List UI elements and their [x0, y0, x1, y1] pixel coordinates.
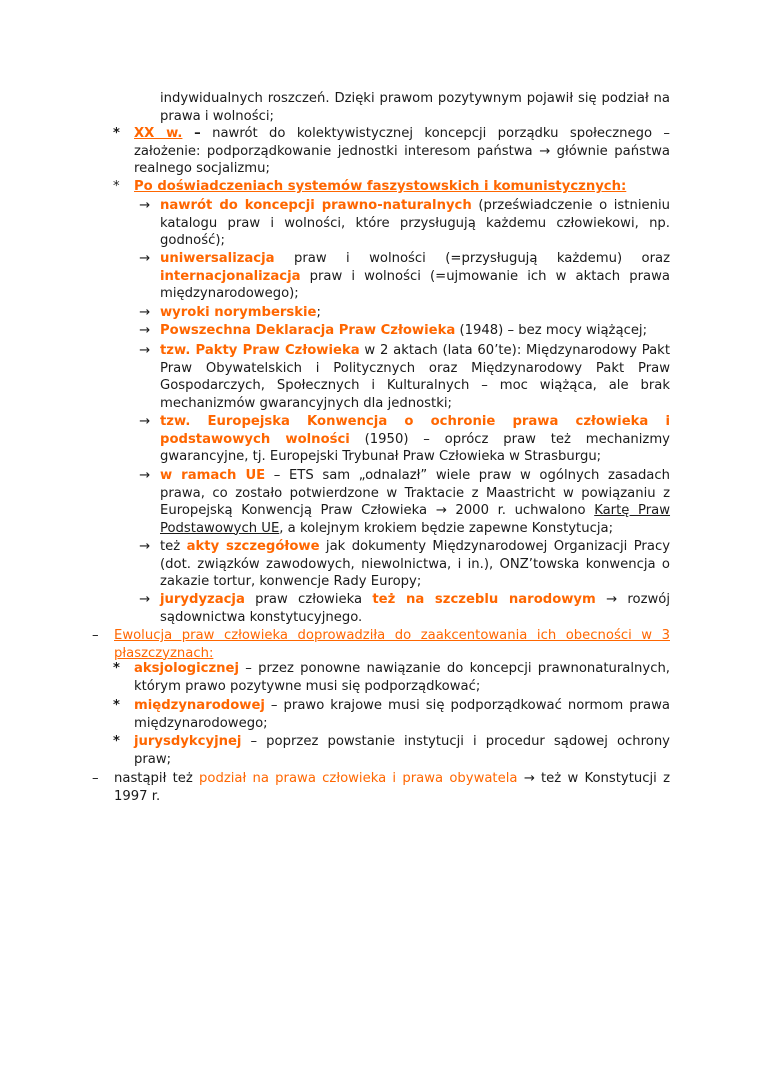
text: – przez ponowne nawiązanie do koncepcji prawnonaturalnych, którym prawo pozytywne musi się podporządkować; — [134, 661, 670, 694]
highlight: jurysdykcyjnej — [134, 734, 242, 749]
highlight: międzynarodowej — [134, 698, 265, 713]
bullet-marker: * — [113, 698, 120, 713]
item-specific-acts — [160, 538, 670, 591]
heading-after-experiences: Po doświadczeniach systemów faszystowskich i komunistycznych: — [134, 179, 627, 194]
text: ; — [316, 305, 321, 320]
arrow-marker: → — [139, 251, 151, 266]
dash: – — [182, 126, 201, 141]
bullet-marker: * — [113, 126, 120, 141]
item-international — [134, 697, 670, 732]
item-universalization — [160, 250, 670, 303]
paragraph-xx-century — [134, 125, 670, 178]
item-european-convention — [160, 413, 670, 466]
arrow-marker: → — [139, 414, 151, 429]
text: w 2 aktach (lata 60’te): Międzynarodowy Pakt Praw Obywatelskich i Politycznych oraz Międzynarodowy Pakt Praw Gospodarczych, Społecznych i Kulturalnych – moc wiążąca, ale brak mechanizmów gwarancyjnych dla jednostki; — [160, 343, 670, 411]
text: nastąpił też — [114, 771, 200, 786]
arrow-marker: → — [139, 539, 151, 554]
paragraph-continuation — [160, 90, 670, 125]
arrow-marker: → — [139, 592, 151, 607]
text: , a kolejnym krokiem będzie zapewne Konstytucja; — [279, 520, 614, 536]
underlined-text: Kartę Praw Podstawowych UE — [160, 503, 671, 536]
arrow-marker: → — [139, 343, 151, 358]
highlight: akty szczegółowe — [186, 539, 320, 554]
paragraph-after-experiences — [134, 178, 670, 196]
dash-marker: – — [92, 771, 99, 786]
text: też — [160, 539, 187, 554]
text: (1950) – oprócz praw też mechanizmy gwarancyjne, tj. Europejski Trybunał Praw Człowieka w Strasburgu; — [160, 431, 670, 465]
text: praw i wolności (=ujmowanie ich w aktach prawa międzynarodowego); — [160, 268, 670, 302]
text: praw człowieka — [244, 592, 373, 607]
bullet-marker: * — [113, 661, 120, 676]
paragraph-division — [114, 770, 670, 805]
arrow-marker: → — [139, 468, 151, 483]
highlight: Powszechna Deklaracja Praw Człowieka — [160, 323, 456, 338]
arrow-marker: → — [139, 323, 151, 338]
highlight: jurydyzacja — [160, 592, 245, 607]
item-jurisdictional — [134, 733, 670, 768]
highlight: tzw. Pakty Praw Człowieka — [160, 343, 360, 358]
highlight: internacjonalizacja — [160, 268, 301, 284]
highlight: wyroki norymberskie — [160, 305, 317, 320]
text: → rozwój sądownictwa konstytucyjnego. — [160, 592, 671, 625]
item-universal-declaration — [160, 322, 670, 340]
text: nawrót do kolektywistycznej koncepcji porządku społecznego – założenie: podporządkowanie jednostki interesom państwa → głównie państwa realnego socjalizmu; — [134, 126, 671, 177]
item-nuremberg — [160, 304, 670, 322]
text: indywidualnych roszczeń. Dzięki prawom pozytywnym pojawił się podział na prawa i wolności; — [160, 91, 670, 124]
text: – ETS sam „odnalazł” wiele praw w ogólnych zasadach prawa, co zostało potwierdzone w Traktacie z Maastricht w powiązaniu z Europejską Konwencją Praw Człowieka → 2000 r. uchwalono — [160, 468, 671, 519]
arrow-marker: → — [139, 305, 151, 320]
text: → też w Konstytucji z 1997 r. — [114, 771, 671, 804]
text: praw i wolności (=przysługują każdemu) oraz — [274, 251, 670, 266]
arrow-marker: → — [139, 198, 151, 213]
heading-xx-century: XX w. — [134, 126, 183, 141]
bullet-marker: * — [113, 179, 120, 194]
text: – poprzez powstanie instytucji i procedur sądowej ochrony praw; — [134, 734, 670, 767]
highlight: też na szczeblu narodowym — [372, 592, 596, 607]
dash-marker: – — [92, 628, 99, 643]
text: (przeświadczenie o istnieniu katalogu praw i wolności, które przysługują każdemu człowiekowi, np. godność); — [160, 198, 670, 249]
bullet-marker: * — [113, 734, 120, 749]
item-natural-law — [160, 197, 670, 250]
text: – prawo krajowe musi się podporządkować normom prawa międzynarodowego; — [134, 698, 670, 731]
paragraph-evolution — [114, 627, 670, 662]
highlight: nawrót do koncepcji prawno-naturalnych — [160, 198, 472, 213]
highlight: uniwersalizacja — [160, 251, 275, 266]
heading-evolution: Ewolucja praw człowieka doprowadziła do zaakcentowania ich obecności w 3 płaszczyznach: — [114, 628, 670, 661]
highlight: tzw. Europejska Konwencja o ochronie prawa człowieka i podstawowych wolności — [160, 414, 670, 447]
item-axiological — [134, 660, 670, 695]
item-eu — [160, 467, 670, 537]
highlight: w ramach UE — [160, 468, 266, 483]
item-juridization — [160, 591, 670, 626]
highlight: podział na prawa człowieka i prawa obywatela — [199, 771, 518, 786]
highlight: aksjologicznej — [134, 661, 239, 676]
text: jak dokumenty Międzynarodowej Organizacji Pracy (dot. związków zawodowych, niewolnictwa, i in.), ONZ’towska konwencja o zakazie tortur, konwencje Rady Europy; — [160, 539, 670, 590]
text: (1948) – bez mocy wiążącej; — [455, 323, 648, 338]
item-covenants — [160, 342, 670, 412]
